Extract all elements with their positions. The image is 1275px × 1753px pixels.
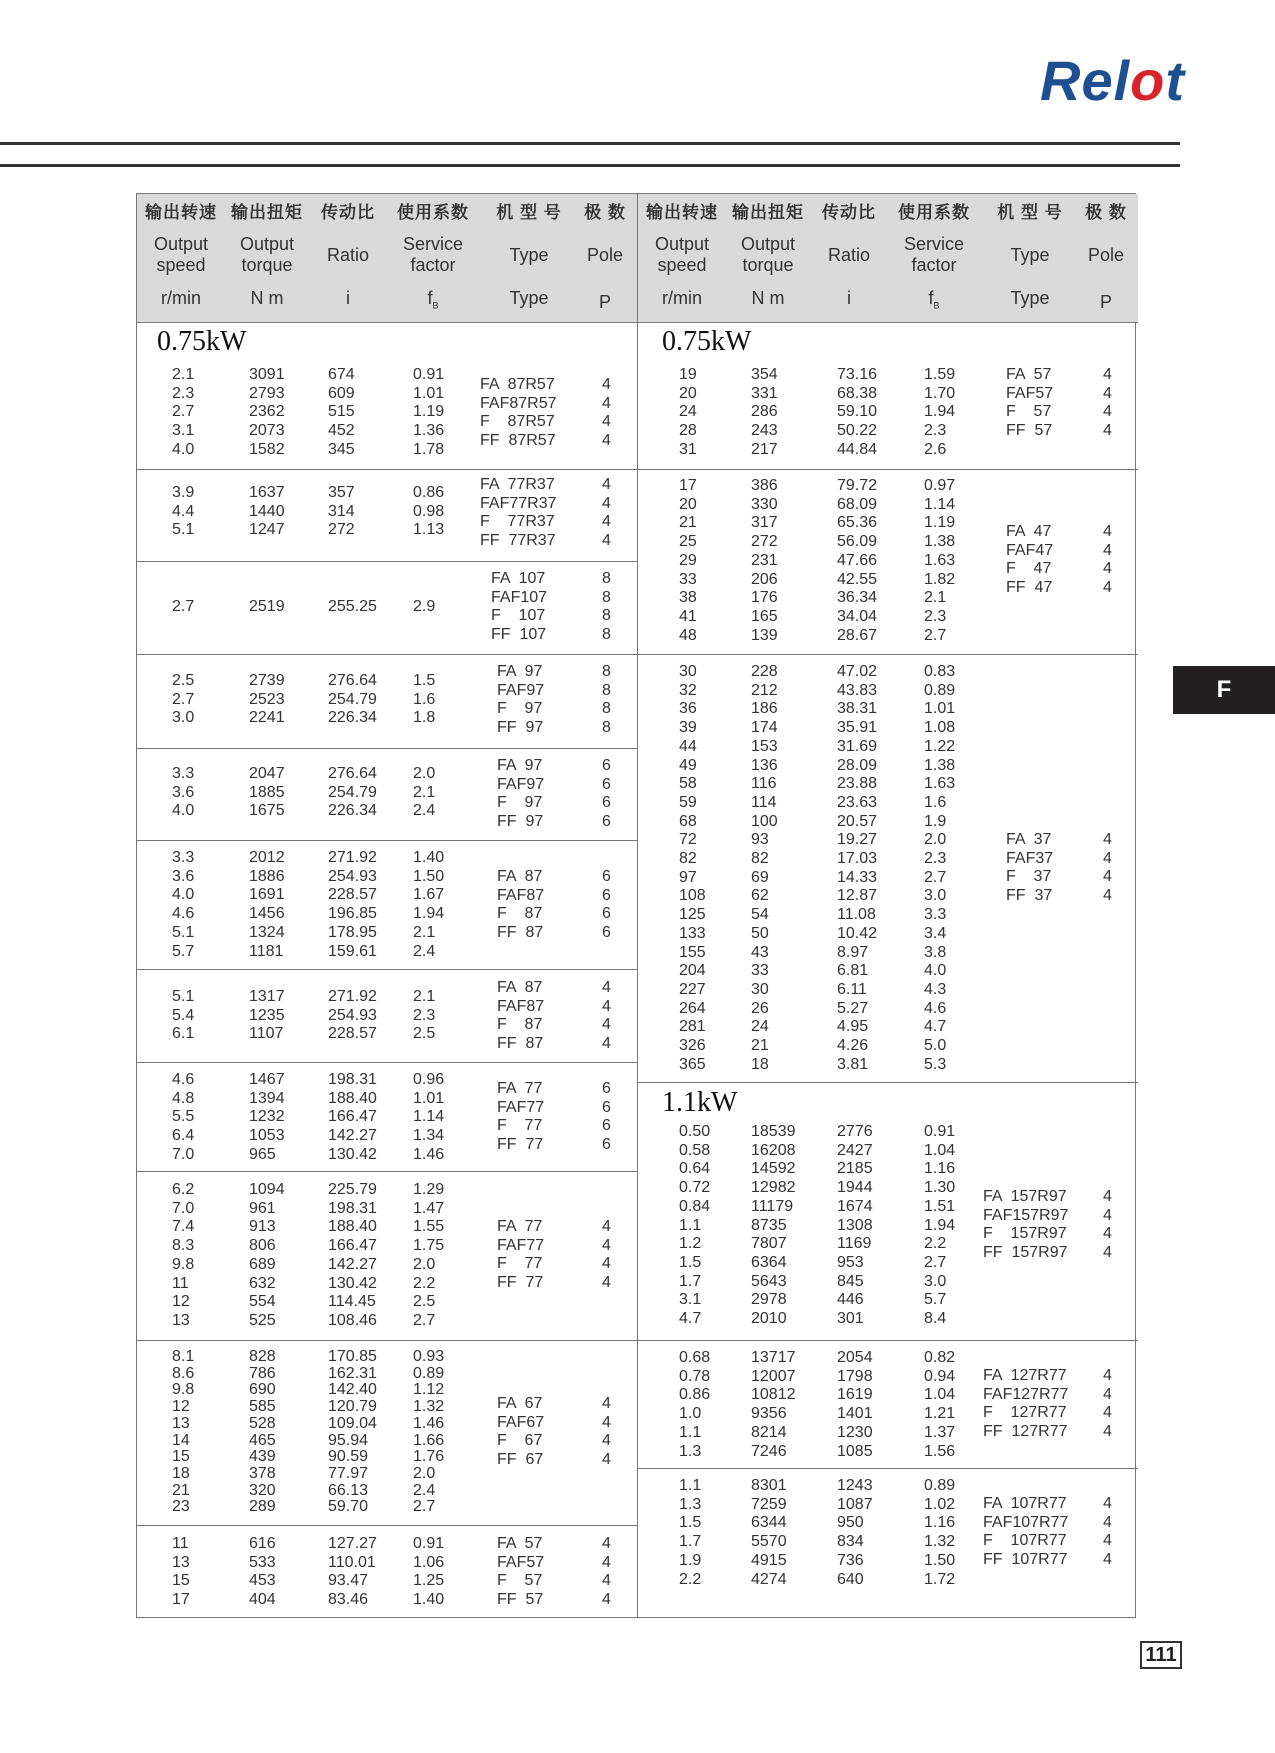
hdr-en-pole: Pole bbox=[586, 245, 624, 265]
row-separator bbox=[638, 1468, 1138, 1469]
type-values: FA 77 FAF77 F 77 FF 77 bbox=[497, 1218, 545, 1292]
pole-values: 4 4 4 4 bbox=[602, 1395, 611, 1469]
row-separator bbox=[137, 1340, 637, 1341]
factor-values: 1.40 1.50 1.67 1.94 2.1 2.4 bbox=[413, 849, 445, 960]
row-separator bbox=[137, 1525, 637, 1526]
speed-values: 2.1 2.3 2.7 3.1 4.0 bbox=[172, 366, 195, 458]
pole-values: 4 4 4 4 bbox=[602, 476, 611, 550]
pole-values: 6 6 6 6 bbox=[602, 868, 611, 942]
type-values: FA 47 FAF47 F 47 FF 47 bbox=[1006, 523, 1054, 597]
row-separator bbox=[137, 561, 637, 562]
ratio-values: 170.85 162.31 142.40 120.79 109.04 95.94 90.59 77.97 66.13 59.70 bbox=[328, 1348, 377, 1516]
factor-values: 0.91 1.04 1.16 1.30 1.51 1.94 2.2 2.7 3.0 5.7 8.4 bbox=[924, 1123, 956, 1328]
row-separator bbox=[137, 1171, 637, 1172]
hdr-sym-speed: r/min bbox=[161, 288, 201, 308]
pole-values: 4 4 4 4 bbox=[1103, 1495, 1112, 1569]
speed-values: 2.7 bbox=[172, 598, 195, 615]
row-separator bbox=[137, 969, 637, 970]
hdr-en-type: Type bbox=[509, 245, 549, 265]
ratio-values: 2054 1798 1619 1401 1230 1085 bbox=[837, 1349, 873, 1460]
type-values: FA 157R97 FAF157R97 F 157R97 FF 157R97 bbox=[983, 1188, 1069, 1262]
torque-values: 13717 12007 10812 9356 8214 7246 bbox=[751, 1349, 796, 1460]
hdr-en-ratio: Ratio bbox=[326, 245, 370, 265]
speed-values: 8.1 8.6 9.8 12 13 14 15 18 21 23 bbox=[172, 1348, 195, 1516]
torque-values: 228 212 186 174 153 136 116 114 100 93 82 69 62 54 50 43 33 30 26 24 21 18 bbox=[751, 663, 778, 1073]
type-values: FA 87 FAF87 F 87 FF 87 bbox=[497, 979, 545, 1053]
hdr-sym-torque: N m bbox=[250, 288, 284, 308]
row-separator bbox=[638, 1340, 1138, 1341]
speed-values: 17 20 21 25 29 33 38 41 48 bbox=[679, 477, 697, 644]
row-separator bbox=[137, 654, 637, 655]
hdr-en-speed: Output speed bbox=[153, 234, 209, 275]
hdr-zh-pole: 极 数 bbox=[1085, 203, 1127, 222]
speed-values: 1.1 1.3 1.5 1.7 1.9 2.2 bbox=[679, 1477, 702, 1588]
pole-values: 4 4 4 4 bbox=[602, 1535, 611, 1609]
speed-values: 3.3 3.6 4.0 4.6 5.1 5.7 bbox=[172, 849, 195, 960]
factor-values: 0.89 1.02 1.16 1.32 1.50 1.72 bbox=[924, 1477, 956, 1588]
power-title: 0.75kW bbox=[157, 326, 247, 357]
speed-values: 2.5 2.7 3.0 bbox=[172, 672, 195, 727]
ratio-values: 225.79 198.31 188.40 166.47 142.27 130.42 114.45 108.46 bbox=[328, 1181, 377, 1329]
speed-values: 4.6 4.8 5.5 6.4 7.0 bbox=[172, 1071, 195, 1163]
ratio-values: 47.02 43.83 38.31 35.91 31.69 28.09 23.88 23.63 20.57 19.27 17.03 14.33 12.87 11.08 10.42 8.97 6.81 6.11 5.27 4.95 4.26 3.81 bbox=[837, 663, 878, 1073]
power-title: 0.75kW bbox=[662, 326, 752, 357]
hdr-zh-factor: 使用系数 bbox=[397, 203, 469, 222]
hdr-en-factor: Service factor bbox=[903, 234, 965, 275]
ratio-values: 674 609 515 452 345 bbox=[328, 366, 355, 458]
hdr-zh-ratio: 传动比 bbox=[822, 203, 876, 222]
type-values: FA 87 FAF87 F 87 FF 87 bbox=[497, 868, 545, 942]
factor-values: 0.93 0.89 1.12 1.32 1.46 1.66 1.76 2.0 2.4 2.7 bbox=[413, 1348, 445, 1516]
hdr-sym-ratio: i bbox=[346, 288, 350, 308]
hdr-en-type: Type bbox=[1010, 245, 1050, 265]
hdr-zh-torque: 输出扭矩 bbox=[732, 203, 804, 222]
factor-values: 2.0 2.1 2.4 bbox=[413, 765, 436, 820]
ratio-values: 198.31 188.40 166.47 142.27 130.42 bbox=[328, 1071, 377, 1163]
ratio-values: 357 314 272 bbox=[328, 484, 355, 539]
hdr-sym-torque: N m bbox=[751, 288, 785, 308]
hdr-zh-type: 机 型 号 bbox=[496, 203, 562, 222]
ratio-values: 276.64 254.79 226.34 bbox=[328, 765, 377, 820]
power-title: 1.1kW bbox=[662, 1087, 738, 1118]
hdr-zh-ratio: 传动比 bbox=[321, 203, 375, 222]
hdr-en-ratio: Ratio bbox=[827, 245, 871, 265]
speed-values: 0.50 0.58 0.64 0.72 0.84 1.1 1.2 1.5 1.7 3.1 4.7 bbox=[679, 1123, 711, 1328]
row-separator bbox=[137, 840, 637, 841]
hdr-en-pole: Pole bbox=[1087, 245, 1125, 265]
pole-values: 4 4 4 4 bbox=[1103, 523, 1112, 597]
left-header bbox=[137, 194, 637, 323]
brand-logo: Relot bbox=[1040, 49, 1186, 112]
factor-values: 0.91 1.01 1.19 1.36 1.78 bbox=[413, 366, 445, 458]
speed-values: 30 32 36 39 44 49 58 59 68 72 82 97 108 125 133 155 204 227 264 281 326 365 bbox=[679, 663, 706, 1073]
factor-values: 2.1 2.3 2.5 bbox=[413, 988, 436, 1043]
type-values: FA 67 FAF67 F 67 FF 67 bbox=[497, 1395, 545, 1469]
factor-values: 1.5 1.6 1.8 bbox=[413, 672, 436, 727]
factor-values: 0.91 1.06 1.25 1.40 bbox=[413, 1535, 445, 1609]
hdr-en-torque: Output torque bbox=[740, 234, 796, 275]
left-column bbox=[137, 194, 637, 1617]
pole-values: 4 4 4 4 bbox=[1103, 366, 1112, 440]
torque-values: 2739 2523 2241 bbox=[249, 672, 285, 727]
type-values: FA 57 FAF57 F 57 FF 57 bbox=[1006, 366, 1054, 440]
row-separator bbox=[638, 654, 1138, 655]
ratio-values: 127.27 110.01 93.47 83.46 bbox=[328, 1535, 377, 1609]
hdr-sym-type: Type bbox=[1010, 288, 1050, 308]
hdr-zh-torque: 输出扭矩 bbox=[231, 203, 303, 222]
ratio-values: 79.72 68.09 65.36 56.09 47.66 42.55 36.34 34.04 28.67 bbox=[837, 477, 878, 644]
type-values: FA 37 FAF37 F 37 FF 37 bbox=[1006, 831, 1054, 905]
torque-values: 2047 1885 1675 bbox=[249, 765, 285, 820]
hdr-zh-speed: 输出转速 bbox=[145, 203, 217, 222]
factor-values: 0.82 0.94 1.04 1.21 1.37 1.56 bbox=[924, 1349, 956, 1460]
hdr-sym-ratio: i bbox=[847, 288, 851, 308]
pole-values: 4 4 4 4 bbox=[1103, 831, 1112, 905]
torque-values: 18539 16208 14592 12982 11179 8735 7807 6364 5643 2978 2010 bbox=[751, 1123, 796, 1328]
torque-values: 1467 1394 1232 1053 965 bbox=[249, 1071, 285, 1163]
factor-values: 1.29 1.47 1.55 1.75 2.0 2.2 2.5 2.7 bbox=[413, 1181, 445, 1329]
row-separator bbox=[137, 1062, 637, 1063]
row-separator bbox=[638, 469, 1138, 470]
speed-values: 3.3 3.6 4.0 bbox=[172, 765, 195, 820]
type-values: FA 57 FAF57 F 57 FF 57 bbox=[497, 1535, 545, 1609]
factor-values: 0.83 0.89 1.01 1.08 1.22 1.38 1.63 1.6 1.9 2.0 2.3 2.7 3.0 3.3 3.4 3.8 4.0 4.3 4.6 4.7 5.0 5.3 bbox=[924, 663, 956, 1073]
hdr-en-factor: Service factor bbox=[402, 234, 464, 275]
pole-values: 8 8 8 8 bbox=[602, 663, 611, 737]
torque-values: 2012 1886 1691 1456 1324 1181 bbox=[249, 849, 285, 960]
hdr-sym-pole: P bbox=[598, 292, 611, 312]
factor-values: 0.86 0.98 1.13 bbox=[413, 484, 445, 539]
speed-values: 0.68 0.78 0.86 1.0 1.1 1.3 bbox=[679, 1349, 711, 1460]
factor-values: 0.96 1.01 1.14 1.34 1.46 bbox=[413, 1071, 445, 1163]
ratio-values: 255.25 bbox=[328, 598, 377, 615]
section-tab-f: F bbox=[1173, 666, 1275, 714]
torque-values: 2519 bbox=[249, 598, 285, 615]
hdr-sym-type: Type bbox=[509, 288, 549, 308]
header-rule-bottom bbox=[0, 164, 1180, 167]
ratio-values: 73.16 68.38 59.10 50.22 44.84 bbox=[837, 366, 878, 458]
hdr-zh-speed: 输出转速 bbox=[646, 203, 718, 222]
speed-values: 11 13 15 17 bbox=[172, 1535, 190, 1609]
torque-values: 354 331 286 243 217 bbox=[751, 366, 778, 458]
ratio-values: 271.92 254.93 228.57 bbox=[328, 988, 377, 1043]
factor-values: 2.9 bbox=[413, 598, 436, 615]
type-values: FA 107 FAF107 F 107 FF 107 bbox=[491, 570, 548, 644]
factor-values: 0.97 1.14 1.19 1.38 1.63 1.82 2.1 2.3 2.7 bbox=[924, 477, 956, 644]
torque-values: 386 330 317 272 231 206 176 165 139 bbox=[751, 477, 778, 644]
row-separator bbox=[137, 748, 637, 749]
hdr-sym-speed: r/min bbox=[662, 288, 702, 308]
hdr-en-torque: Output torque bbox=[239, 234, 295, 275]
speed-values: 19 20 24 28 31 bbox=[679, 366, 697, 458]
torque-values: 3091 2793 2362 2073 1582 bbox=[249, 366, 285, 458]
pole-values: 4 4 4 4 bbox=[602, 979, 611, 1053]
speed-values: 5.1 5.4 6.1 bbox=[172, 988, 195, 1043]
type-values: FA 107R77 FAF107R77 F 107R77 FF 107R77 bbox=[983, 1495, 1069, 1569]
hdr-sym-factor: $f_B$ bbox=[928, 288, 940, 311]
type-values: FA 97 FAF97 F 97 FF 97 bbox=[497, 663, 545, 737]
speed-values: 6.2 7.0 7.4 8.3 9.8 11 12 13 bbox=[172, 1181, 195, 1329]
pole-values: 6 6 6 6 bbox=[602, 757, 611, 831]
pole-values: 8 8 8 8 bbox=[602, 570, 611, 644]
speed-values: 3.9 4.4 5.1 bbox=[172, 484, 195, 539]
torque-values: 1637 1440 1247 bbox=[249, 484, 285, 539]
ratio-values: 1243 1087 950 834 736 640 bbox=[837, 1477, 873, 1588]
torque-values: 1094 961 913 806 689 632 554 525 bbox=[249, 1181, 285, 1329]
torque-values: 1317 1235 1107 bbox=[249, 988, 285, 1043]
type-values: FA 87R57 FAF87R57 F 87R57 FF 87R57 bbox=[480, 376, 557, 450]
torque-values: 828 786 690 585 528 465 439 378 320 289 bbox=[249, 1348, 276, 1516]
type-values: FA 77R37 FAF77R37 F 77R37 FF 77R37 bbox=[480, 476, 557, 550]
factor-values: 1.59 1.70 1.94 2.3 2.6 bbox=[924, 366, 956, 458]
type-values: FA 77 FAF77 F 77 FF 77 bbox=[497, 1080, 545, 1154]
type-values: FA 127R77 FAF127R77 F 127R77 FF 127R77 bbox=[983, 1367, 1069, 1441]
type-values: FA 97 FAF97 F 97 FF 97 bbox=[497, 757, 545, 831]
hdr-zh-factor: 使用系数 bbox=[898, 203, 970, 222]
pole-values: 4 4 4 4 bbox=[602, 376, 611, 450]
hdr-zh-type: 机 型 号 bbox=[997, 203, 1063, 222]
ratio-values: 2776 2427 2185 1944 1674 1308 1169 953 845 446 301 bbox=[837, 1123, 873, 1328]
right-header bbox=[638, 194, 1138, 323]
page-number: 111 bbox=[1140, 1641, 1182, 1669]
row-separator bbox=[638, 1082, 1138, 1083]
pole-values: 4 4 4 4 bbox=[1103, 1188, 1112, 1262]
right-column bbox=[638, 194, 1138, 1617]
hdr-sym-pole: P bbox=[1099, 292, 1112, 312]
ratio-values: 271.92 254.93 228.57 196.85 178.95 159.61 bbox=[328, 849, 377, 960]
hdr-en-speed: Output speed bbox=[654, 234, 710, 275]
header-rule-top bbox=[0, 142, 1180, 145]
row-separator bbox=[137, 469, 637, 470]
pole-values: 6 6 6 6 bbox=[602, 1080, 611, 1154]
ratio-values: 276.64 254.79 226.34 bbox=[328, 672, 377, 727]
hdr-zh-pole: 极 数 bbox=[584, 203, 626, 222]
pole-values: 4 4 4 4 bbox=[1103, 1367, 1112, 1441]
pole-values: 4 4 4 4 bbox=[602, 1218, 611, 1292]
gear-motor-selection-table bbox=[136, 193, 1136, 1618]
hdr-sym-factor: $f_B$ bbox=[427, 288, 439, 311]
torque-values: 616 533 453 404 bbox=[249, 1535, 276, 1609]
torque-values: 8301 7259 6344 5570 4915 4274 bbox=[751, 1477, 787, 1588]
